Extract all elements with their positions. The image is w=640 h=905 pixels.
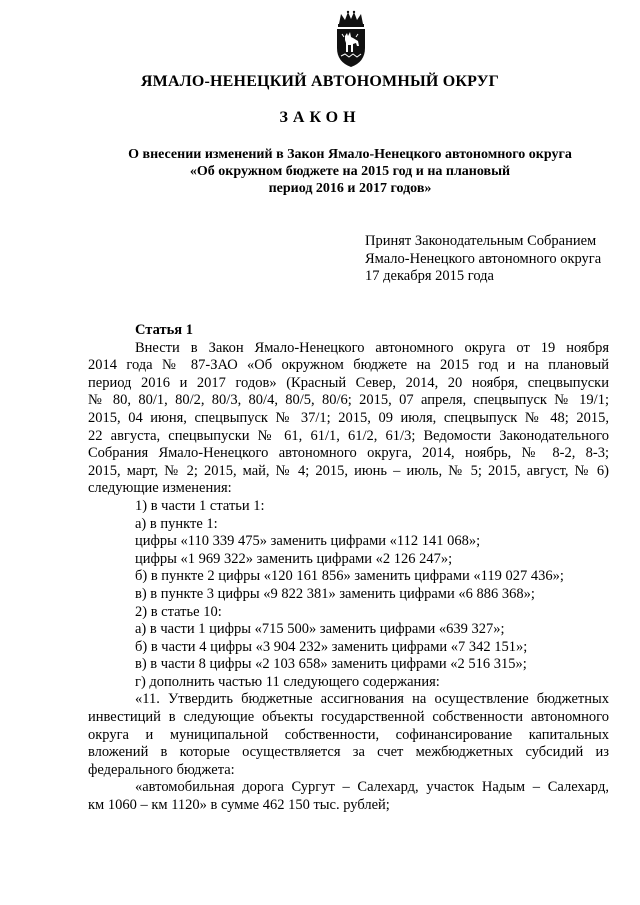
- article-line: 2015, 04 июня, спецвыпуск № 37/1; 2015, 09 июля, спецвыпуск № 48; 2015,: [88, 409, 609, 426]
- coat-of-arms-icon: [331, 10, 371, 68]
- article-line: г) дополнить частью 11 следующего содержания:: [135, 673, 440, 690]
- article-line: 2015, март, № 2; 2015, май, № 4; 2015, июнь – июль, № 5; 2015, август, № 6): [88, 462, 609, 479]
- article-heading: Статья 1: [135, 322, 193, 338]
- article-line: № 80, 80/1, 80/2, 80/3, 80/4, 80/5, 80/6; 2015, 07 апреля, спецвыпуск № 19/1;: [88, 392, 609, 409]
- article-line: Внести в Закон Ямало-Ненецкого автономного округа от 19 ноября: [135, 339, 609, 356]
- article-line: инвестиций в следующие объекты государственной собственности автономного: [88, 709, 609, 726]
- article-line: «автомобильная дорога Сургут – Салехард, участок Надым – Салехард,: [135, 779, 609, 796]
- adoption-note: [365, 233, 601, 286]
- region-heading: ЯМАЛО-НЕНЕЦКИЙ АВТОНОМНЫЙ ОКРУГ: [140, 73, 500, 90]
- article-line: 22 августа, спецвыпуски № 61, 61/1, 61/2, 61/3; Ведомости Законодательного: [88, 427, 609, 444]
- article-line: цифры «1 969 322» заменить цифрами «2 126 247»;: [135, 550, 453, 567]
- article-line: цифры «110 339 475» заменить цифрами «112 141 068»;: [135, 533, 481, 550]
- article-line: 1) в части 1 статьи 1:: [135, 497, 265, 514]
- article-line: б) в пункте 2 цифры «120 161 856» заменить цифрами «119 027 436»;: [135, 568, 564, 585]
- article-line: 2014 года № 87-ЗАО «Об окружном бюджете на 2015 год и на плановый: [88, 357, 609, 374]
- article-line: следующие изменения:: [88, 480, 232, 497]
- title-line: «Об окружном бюджете на 2015 год и на плановый: [189, 164, 511, 179]
- article-line: а) в части 1 цифры «715 500» заменить цифрами «639 327»;: [135, 621, 505, 638]
- article-line: а) в пункте 1:: [135, 515, 218, 532]
- law-title: [100, 146, 600, 197]
- title-line: О внесении изменений в Закон Ямало-Ненецкого автономного округа: [128, 147, 572, 162]
- adoption-line: 17 декабря 2015 года: [365, 268, 494, 284]
- adoption-line: Ямало-Ненецкого автономного округа: [365, 250, 602, 267]
- law-heading: ЗАКОН: [279, 109, 361, 126]
- article-line: б) в части 4 цифры «3 904 232» заменить цифрами «7 342 151»;: [135, 638, 528, 655]
- article-line: вложений в которые осуществляется за счет межбюджетных субсидий из: [88, 744, 609, 761]
- article-line: федерального бюджета:: [88, 761, 235, 778]
- article-line: Собрания Ямало-Ненецкого автономного округа, 2014, ноябрь, № 8-2, 8-3;: [88, 445, 609, 462]
- article-line: в) в пункте 3 цифры «9 822 381» заменить цифрами «6 886 368»;: [135, 585, 535, 602]
- article-line: км 1060 – км 1120» в сумме 462 150 тыс. рублей;: [88, 797, 390, 814]
- article-line: период 2016 и 2017 годов» (Красный Север, 2014, 20 ноября, спецвыпуски: [88, 374, 609, 391]
- article-line: 2) в статье 10:: [135, 603, 222, 620]
- article-body: [88, 322, 609, 815]
- article-line: округа и муниципальной собственности, софинансирование капитальных: [88, 726, 609, 743]
- adoption-line: Принят Законодательным Собранием: [365, 233, 597, 249]
- title-line: период 2016 и 2017 годов»: [268, 181, 432, 196]
- article-line: в) в части 8 цифры «2 103 658» заменить цифрами «2 516 315»;: [135, 656, 527, 673]
- article-line: «11. Утвердить бюджетные ассигнования на осуществление бюджетных: [135, 691, 609, 708]
